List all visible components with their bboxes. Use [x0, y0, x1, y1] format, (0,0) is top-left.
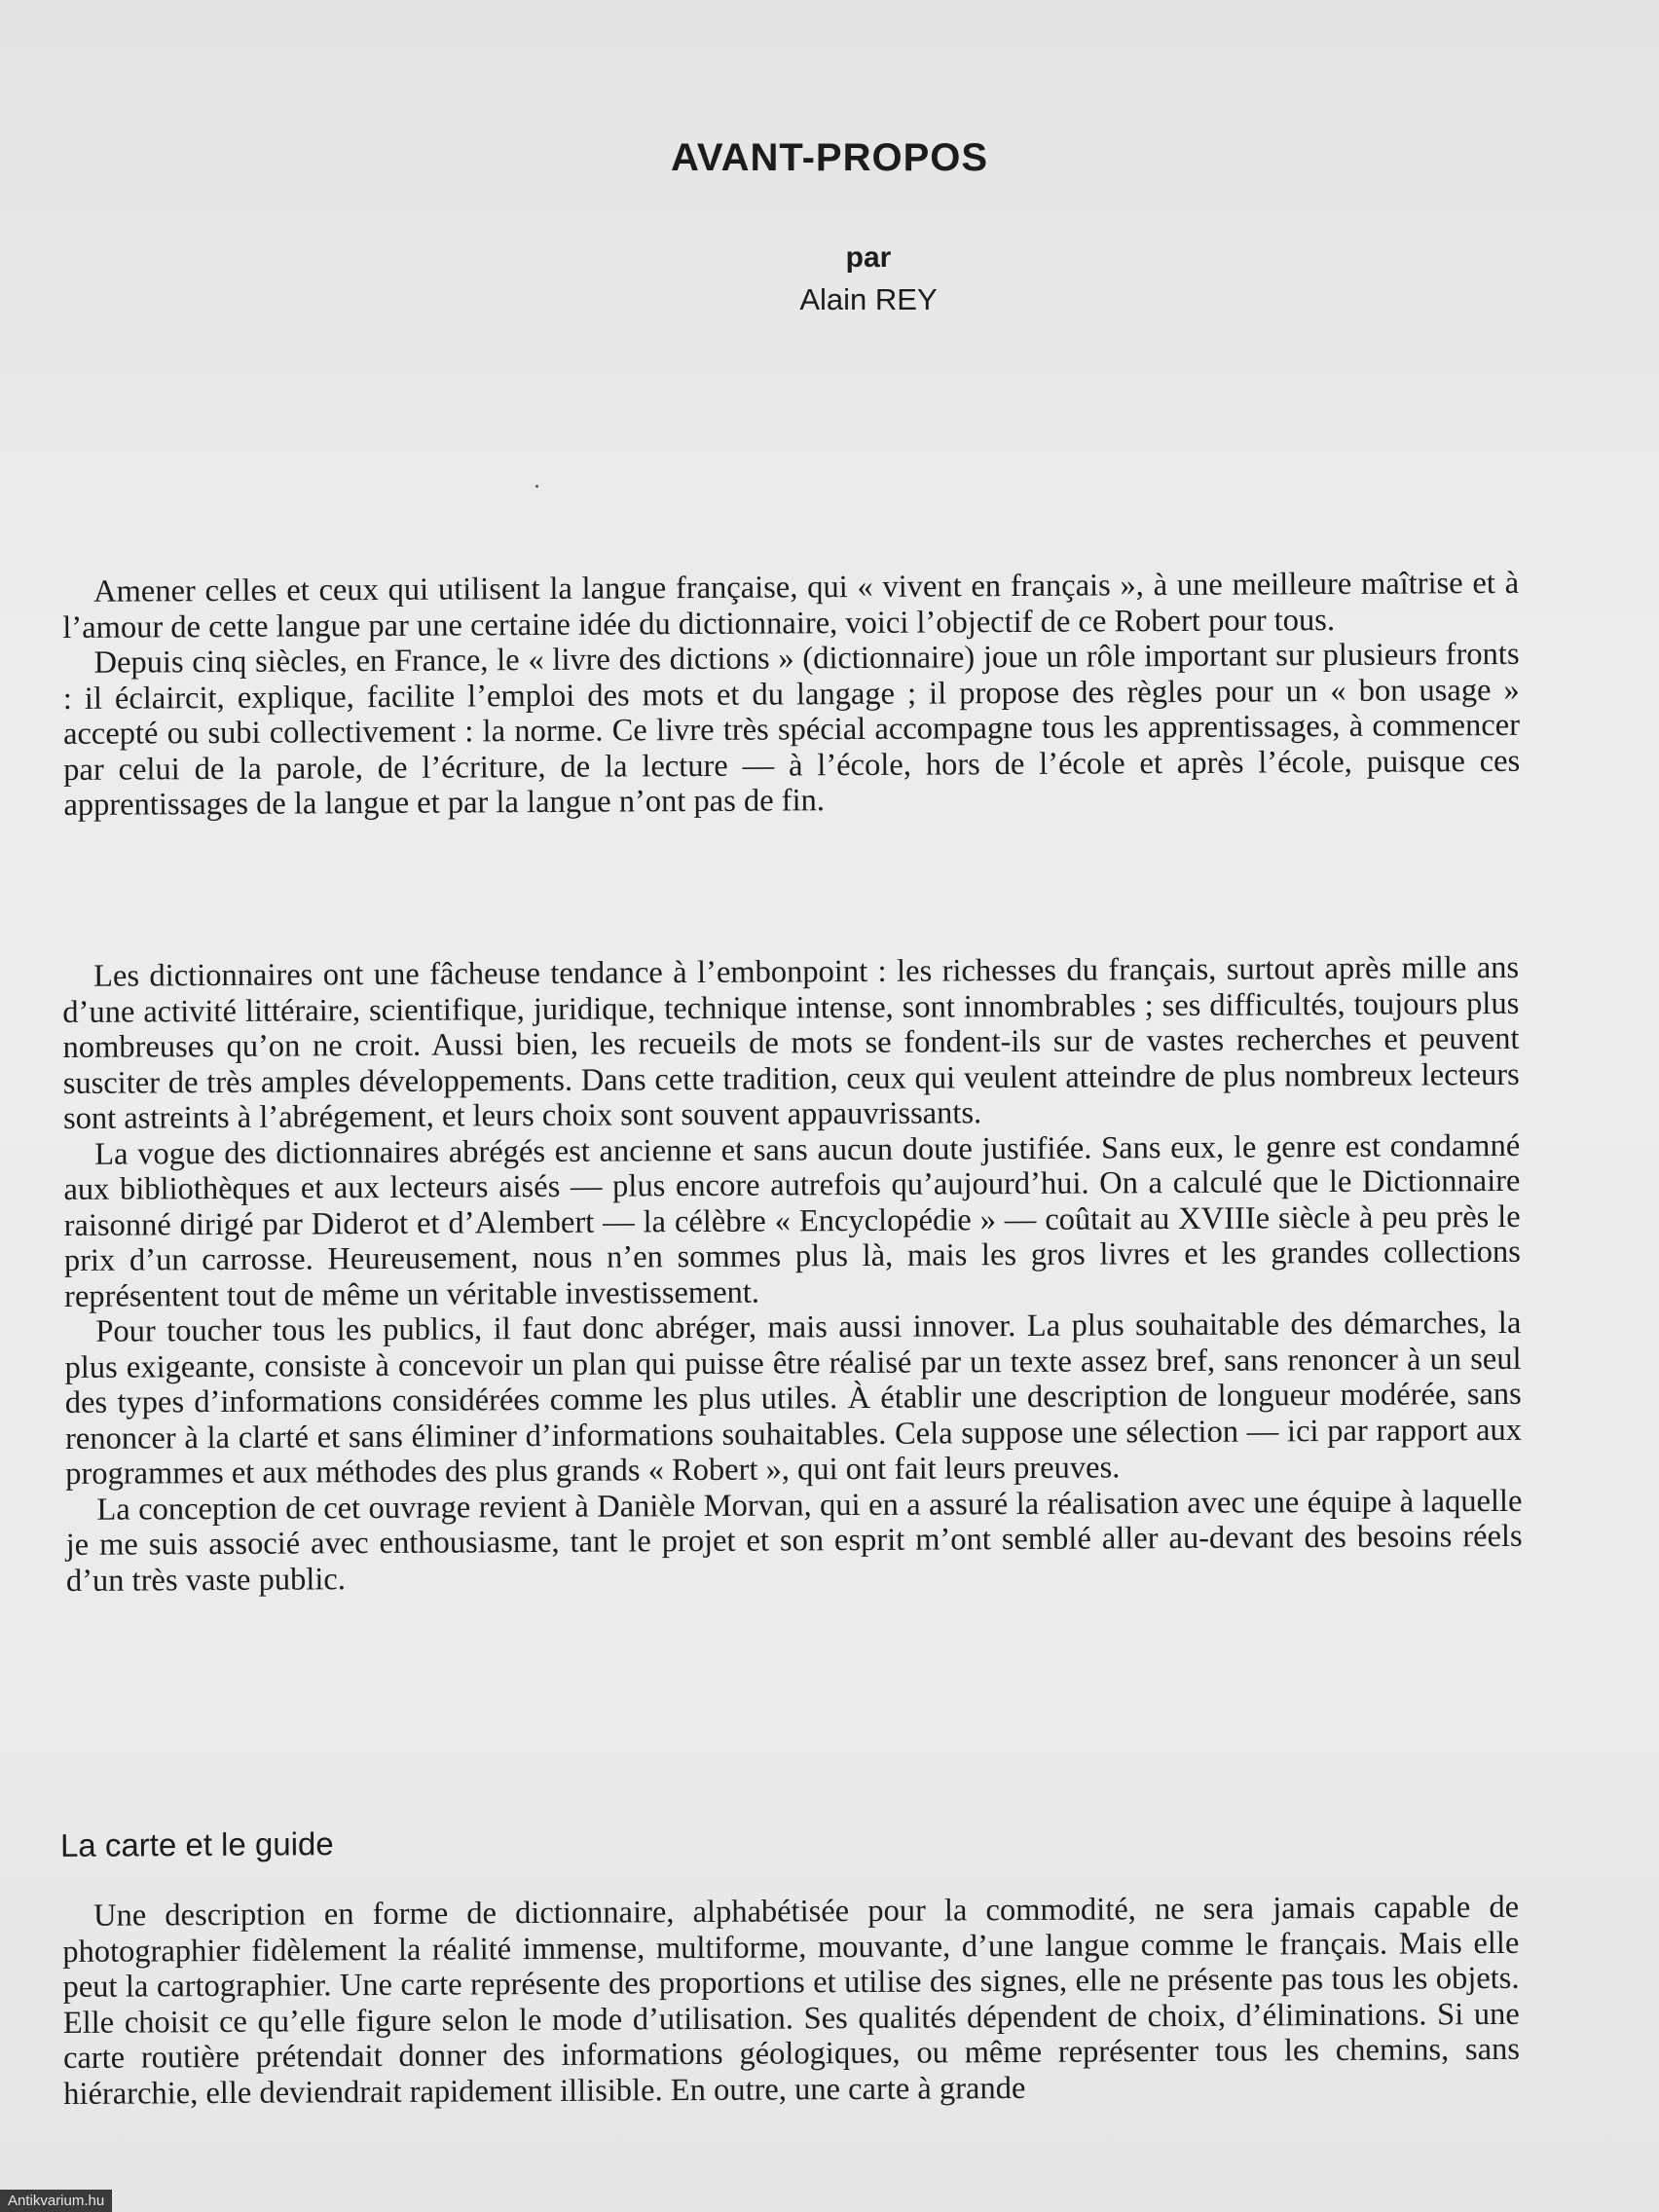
watermark: Antikvarium.hu [0, 2190, 112, 2212]
section-block [62, 1890, 1520, 2112]
section-heading: La carte et le guide [59, 1825, 334, 1863]
paragraph: Depuis cinq siècles, en France, le « livre des dictions » (dictionnaire) joue un rôle important sur plusieurs fronts : il éclaircit, explique, facilite l’emploi des mots et du langage ; il propose des règles pour un « bon usage » accepté ou subi collectivement : la norme. Ce livre très spécial accompagne tous les apprentissages, à commencer par celui de la parole, de l’écriture, de la lecture — à l’école, hors de l’école et après l’école, puisque ces apprentissages de la langue et par la langue n’ont pas de fin. [62, 636, 1521, 823]
author-name: Alain REY [799, 282, 938, 316]
paragraph: La conception de cet ouvrage revient à Danièle Morvan, qui en a assuré la réalisation avec une équipe à laquelle je me suis associé avec enthousiasme, tant le projet et son esprit m’ont semblé aller au-devant des besoins réels d’un très vaste public. [65, 1483, 1523, 1599]
paragraph: La vogue des dictionnaires abrégés est ancienne et sans aucun doute justifiée. Sans eux, le genre est condamné aux bibliothèques et aux lecteurs aisés — plus encore autrefois qu’aujourd’hui. On a calculé que le Dictionnaire raisonné dirigé par Diderot et d’Alembert — la célèbre « Encyclopédie » — coûtait au XVIIIe siècle à peu près le prix d’un carrosse. Heureusement, nous n’en sommes plus là, mais les gros livres et les grandes collections représentent tout de même un véritable investissement. [63, 1127, 1521, 1314]
by-label: par [845, 241, 892, 274]
paragraph: Les dictionnaires ont une fâcheuse tendance à l’embonpoint : les richesses du français, surtout après mille ans d’une activité littéraire, scientifique, juridique, technique intense, sont innombrables ; ses difficultés, toujours plus nombreuses qu’on ne croit. Aussi bien, les recueils de mots se fondent-ils sur de vastes recherches et peuvent susciter de très amples développements. Dans cette tradition, ceux qui veulent atteindre de plus nombreux lecteurs sont astreints à l’abrégement, et leurs choix sont souvent appauvrissants. [62, 949, 1520, 1136]
paragraph: Amener celles et ceux qui utilisent la langue française, qui « vivent en français », à une meilleure maîtrise et à l’amour de cette langue par une certaine idée du dictionnaire, voici l’objectif de ce Robert pour tous. [62, 565, 1520, 645]
intro-block [62, 566, 1521, 824]
paragraph: Une description en forme de dictionnaire, alphabétisée pour la commodité, ne sera jamais capable de photographier fidèlement la réalité immense, multiforme, mouvante, d’une langue comme le français. Mais elle peut la cartographier. Une carte représente des proportions et utilise des signes, elle ne présente pas tous les objets. Elle choisit ce qu’elle figure selon le mode d’utilisation. Ses qualités dépendent de choix, d’éliminations. Si une carte routière prétendait donner des informations géologiques, ou même représenter tous les chemins, sans hiérarchie, elle deviendrait rapidement illisible. En outre, une carte à grande [62, 1889, 1521, 2112]
ink-dot [535, 485, 538, 488]
main-block [62, 950, 1523, 1599]
page-title: AVANT-PROPOS [670, 136, 989, 179]
paragraph: Pour toucher tous les publics, il faut donc abréger, mais aussi innover. La plus souhaitable des démarches, la plus exigeante, consiste à concevoir un plan qui puisse être réalisé par un texte assez bref, sans renoncer à un seul des types d’informations considérées comme les plus utiles. À établir une description de longueur modérée, sans renoncer à la clarté et sans éliminer d’informations souhaitables. Cela suppose une sélection — ici par rapport aux programmes et aux méthodes des plus grands « Robert », qui ont fait leurs preuves. [64, 1305, 1523, 1492]
